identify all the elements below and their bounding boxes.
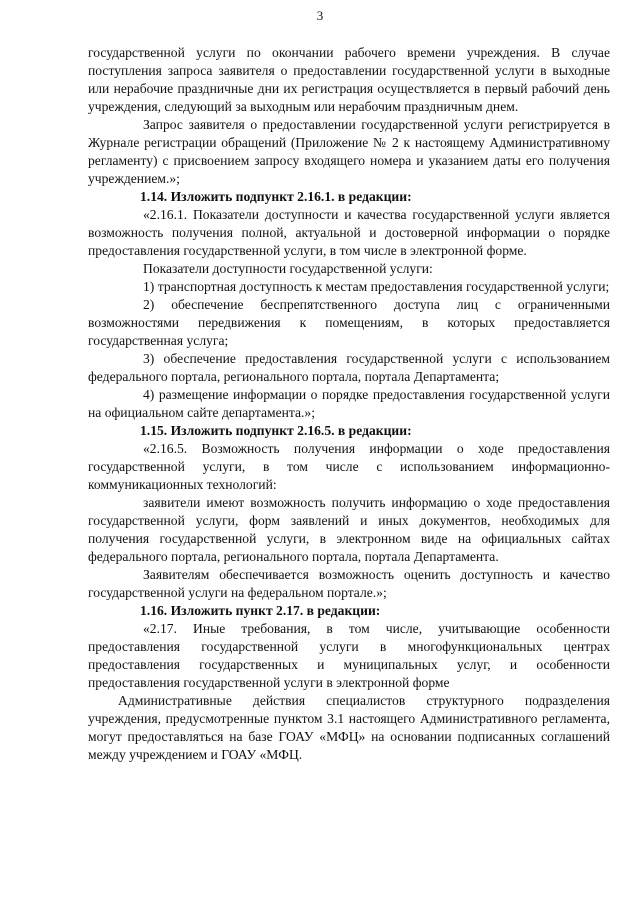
paragraph-applicants-info: заявители имеют возможность получить информацию о ходе предоставления государственной услуги, форм заявлений и иных документов, необходимых для получения государственной услуги, в электронном виде на официальных сайтах федерального портала, регионального портала, портала Департамента. — [88, 495, 610, 564]
paragraph-request-registration: Запрос заявителя о предоставлении государственной услуги регистрируется в Журнале регистрации обращений (Приложение № 2 к настоящему Административному регламенту) с присвоением запросу входящего номера и указанием даты его получения учреждением.»; — [88, 117, 610, 186]
heading-1-15: 1.15. Изложить подпункт 2.16.5. в редакции: — [140, 423, 412, 438]
list-item-4: 4) размещение информации о порядке предоставления государственной услуги на официальном сайте департамента.»; — [88, 387, 610, 420]
paragraph-administrative-actions: Административные действия специалистов структурного подразделения учреждения, предусмотренные пунктом 3.1 настоящего Административного регламента, могут предоставляться на базе ГОАУ «МФЦ» на основании подписанных соглашений между учреждением и ГОАУ «МФЦ. — [88, 693, 610, 762]
list-item-3: 3) обеспечение предоставления государственной услуги с использованием федерального портала, регионального портала, портала Департамента; — [88, 351, 610, 384]
paragraph-2-17: «2.17. Иные требования, в том числе, учитывающие особенности предоставления государственной услуги в многофункциональных центрах предоставления государственных и муниципальных услуг, и особенности предоставления государственной услуги в электронной форме — [88, 621, 610, 690]
heading-1-16: 1.16. Изложить пункт 2.17. в редакции: — [140, 603, 381, 618]
document-body — [88, 44, 610, 764]
paragraph-2-16-1: «2.16.1. Показатели доступности и качества государственной услуги является возможность получения полной, актуальной и достоверной информации о порядке предоставления государственной услуги, в том числе в электронной форме. — [88, 207, 610, 258]
list-item-2: 2) обеспечение беспрепятственного доступа лиц с ограниченными возможностями передвижения к помещениям, в которых предоставляется государственная услуга; — [88, 297, 610, 348]
page-number: 3 — [316, 8, 324, 23]
paragraph-applicants-assessment: Заявителям обеспечивается возможность оценить доступность и качество государственной услуги на федеральном портале.»; — [88, 567, 610, 600]
paragraph-2-16-5: «2.16.5. Возможность получения информации о ходе предоставления государственной услуги, в том числе с использованием информационно-коммуникационных технологий: — [88, 441, 610, 492]
paragraph-accessibility-indicators: Показатели доступности государственной услуги: — [143, 261, 433, 276]
list-item-1: 1) транспортная доступность к местам предоставления государственной услуги; — [143, 279, 610, 294]
heading-1-14: 1.14. Изложить подпункт 2.16.1. в редакции: — [140, 189, 412, 204]
paragraph-continuation: государственной услуги по окончании рабочего времени учреждения. В случае поступления запроса заявителя о предоставлении государственной услуги в выходные или нерабочие праздничные дни их регистрация осуществляется в первый рабочий день учреждения, следующий за выходным или нерабочим праздничным днем. — [88, 45, 610, 114]
